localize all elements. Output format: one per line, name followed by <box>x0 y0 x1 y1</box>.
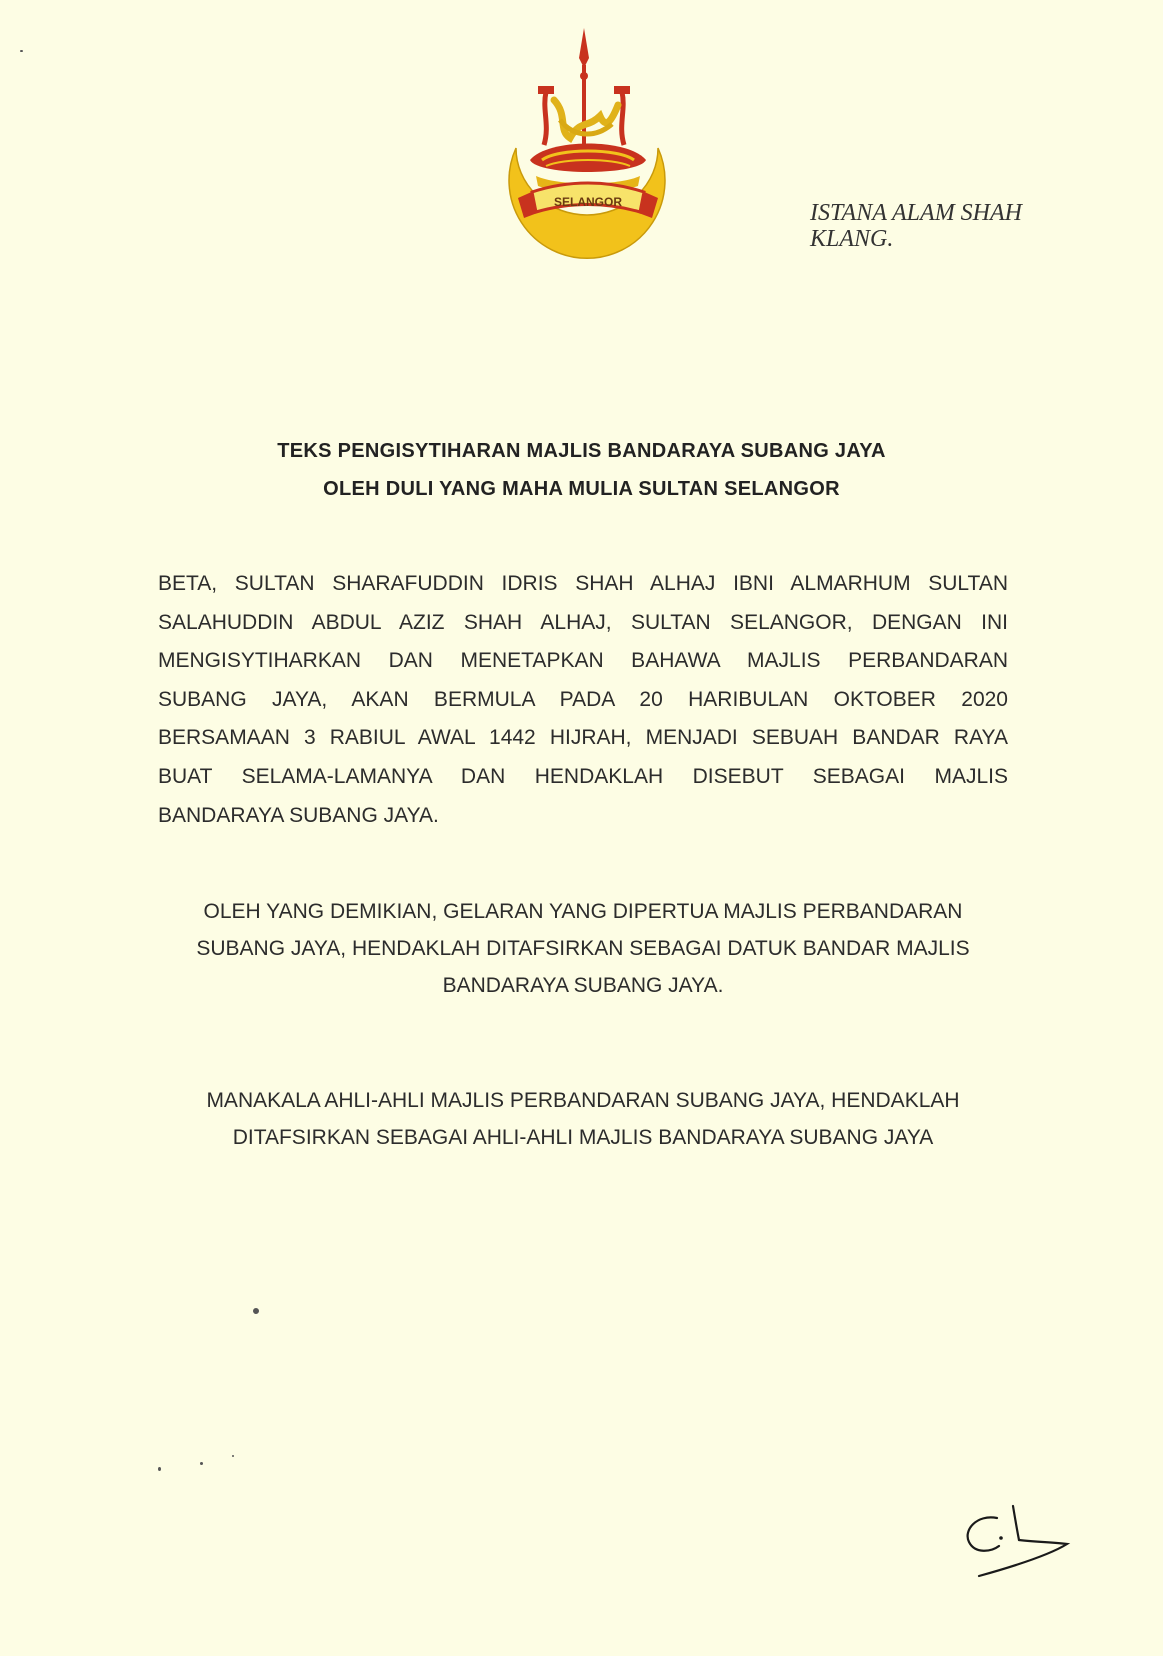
paragraph-1-line: BERSAMAAN 3 RABIUL AWAL 1442 HIJRAH, MENJADI SEBUAH BANDAR RAYA <box>158 726 1008 750</box>
handwritten-signature-icon <box>955 1500 1095 1590</box>
proclamation-paragraph-2 <box>158 893 1008 1004</box>
scan-speck <box>158 1467 161 1471</box>
scan-speck <box>232 1455 234 1457</box>
scan-speck <box>200 1462 203 1465</box>
paragraph-2-line: BANDARAYA SUBANG JAYA. <box>442 974 724 997</box>
address-line-1: ISTANA ALAM SHAH <box>810 200 1023 226</box>
address-line-2: KLANG. <box>810 226 894 252</box>
document-title <box>0 432 1163 508</box>
title-line-1: TEKS PENGISYTIHARAN MAJLIS BANDARAYA SUBANG JAYA <box>277 440 886 462</box>
paragraph-1-line: BANDARAYA SUBANG JAYA. <box>158 803 439 827</box>
letterhead-address <box>810 200 1022 252</box>
proclamation-paragraph-1 <box>158 565 1008 835</box>
paragraph-1-line: SUBANG JAYA, AKAN BERMULA PADA 20 HARIBULAN OKTOBER 2020 <box>158 687 1008 711</box>
scan-speck <box>253 1308 259 1314</box>
title-line-2: OLEH DULI YANG MAHA MULIA SULTAN SELANGOR <box>323 478 840 500</box>
crest-inscription: SELANGOR <box>553 195 623 209</box>
paragraph-1-line: BUAT SELAMA-LAMANYA DAN HENDAKLAH DISEBUT SEBAGAI MAJLIS <box>158 764 1008 788</box>
selangor-royal-crest-icon <box>488 20 688 290</box>
paragraph-2-line: OLEH YANG DEMIKIAN, GELARAN YANG DIPERTUA MAJLIS PERBANDARAN <box>203 900 963 923</box>
scan-speck <box>20 50 23 52</box>
paragraph-1-line: MENGISYTIHARKAN DAN MENETAPKAN BAHAWA MAJLIS PERBANDARAN <box>158 649 1008 673</box>
proclamation-paragraph-3 <box>158 1082 1008 1156</box>
paragraph-3-line: DITAFSIRKAN SEBAGAI AHLI-AHLI MAJLIS BANDARAYA SUBANG JAYA <box>232 1126 934 1149</box>
paragraph-1-line: BETA, SULTAN SHARAFUDDIN IDRIS SHAH ALHAJ IBNI ALMARHUM SULTAN <box>158 572 1008 595</box>
paragraph-3-line: MANAKALA AHLI-AHLI MAJLIS PERBANDARAN SUBANG JAYA, HENDAKLAH <box>206 1089 960 1112</box>
paragraph-1-line: SALAHUDDIN ABDUL AZIZ SHAH ALHAJ, SULTAN SELANGOR, DENGAN INI <box>158 610 1008 634</box>
paragraph-2-line: SUBANG JAYA, HENDAKLAH DITAFSIRKAN SEBAGAI DATUK BANDAR MAJLIS <box>196 937 970 960</box>
